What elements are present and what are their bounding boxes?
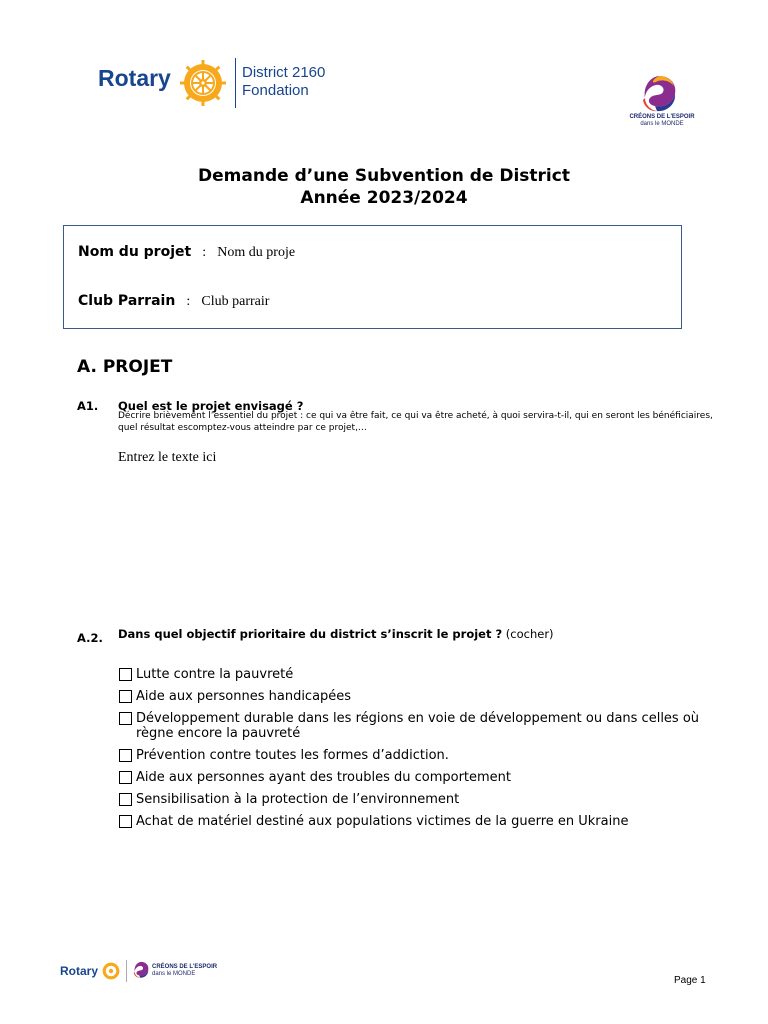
club-parrain-label: Club Parrain	[78, 293, 176, 309]
espoir-line1: CRÉONS DE L'ESPOIR	[629, 114, 695, 120]
club-parrain-field[interactable]: Club parrair	[201, 294, 270, 309]
espoir-line2: dans le MONDE	[640, 121, 684, 127]
objective-label: Sensibilisation à la protection de l’environnement	[136, 792, 460, 807]
objective-option[interactable]	[119, 711, 709, 741]
rotary-wordmark: Rotary	[98, 65, 171, 91]
espoir-swirl-icon	[132, 961, 150, 979]
document-title: Demande d’une Subvention de District	[198, 166, 570, 186]
district-number: District 2160	[242, 64, 326, 81]
footer-rotary-wordmark: Rotary	[60, 964, 99, 978]
creons-espoir-logo	[622, 72, 702, 142]
checkbox[interactable]	[119, 793, 132, 806]
objective-label: Achat de matériel destiné aux populations victimes de la guerre en Ukraine	[136, 814, 629, 829]
checkbox[interactable]	[119, 712, 132, 725]
page-number: Page 1	[674, 975, 706, 986]
objective-option[interactable]	[119, 792, 459, 807]
checkbox[interactable]	[119, 690, 132, 703]
a1-question: Quel est le projet envisagé ?	[118, 399, 304, 413]
logo-divider	[235, 58, 236, 108]
a1-text-entry[interactable]: Entrez le texte ici	[118, 450, 217, 465]
objective-label: Aide aux personnes ayant des troubles du comportement	[136, 770, 512, 785]
colon: :	[202, 245, 207, 260]
objective-option[interactable]	[119, 770, 511, 785]
footer-divider	[126, 960, 127, 982]
checkbox[interactable]	[119, 815, 132, 828]
objective-label: Prévention contre toutes les formes d’addiction.	[136, 748, 449, 763]
club-parrain-row	[78, 290, 269, 310]
document-year: Année 2023/2024	[300, 188, 468, 208]
espoir-text	[622, 114, 702, 128]
footer-espoir-line1: CRÉONS DE L'ESPOIR	[152, 964, 218, 970]
section-a-heading: A. PROJET	[77, 357, 173, 377]
project-name-field[interactable]: Nom du proje	[217, 245, 296, 260]
a2-question: Dans quel objectif prioritaire du district s’inscrit le projet ?	[118, 627, 503, 641]
a1-description: Décrire brièvement l’essentiel du projet : ce qui va être fait, ce qui va être acheté, à quoi servira-t-il, qui en seront les bénéficiaires, quel résultat escomptez-vous atteindre par ce projet,…	[118, 411, 713, 433]
objective-label: Aide aux personnes handicapées	[136, 689, 352, 704]
project-name-row	[78, 241, 295, 261]
district-fondation: Fondation	[242, 82, 309, 99]
checkbox[interactable]	[119, 668, 132, 681]
rotary-district-logo	[60, 40, 360, 120]
a2-question-row	[118, 627, 554, 641]
footer-logos	[60, 958, 220, 986]
checkbox[interactable]	[119, 771, 132, 784]
project-name-label: Nom du projet	[78, 244, 192, 260]
rotary-wheel-icon	[100, 960, 122, 982]
footer-espoir-line2: dans le MONDE	[152, 971, 196, 977]
colon: :	[186, 294, 191, 309]
objective-option[interactable]	[119, 689, 351, 704]
espoir-swirl-icon	[639, 74, 679, 114]
a2-hint: (cocher)	[505, 627, 554, 641]
a1-number: A1.	[77, 399, 99, 413]
footer-espoir-text	[152, 964, 217, 978]
rotary-wheel-icon	[178, 58, 228, 108]
project-info-box	[63, 225, 682, 329]
district-text	[242, 64, 325, 100]
objective-option[interactable]	[119, 748, 449, 763]
objective-label: Développement durable dans les régions en voie de développement ou dans celles où règne encore la pauvreté	[136, 711, 700, 741]
objective-label: Lutte contre la pauvreté	[136, 667, 294, 682]
objective-option[interactable]	[119, 814, 628, 829]
objective-option[interactable]	[119, 667, 293, 682]
checkbox[interactable]	[119, 749, 132, 762]
a2-number: A.2.	[77, 631, 103, 645]
